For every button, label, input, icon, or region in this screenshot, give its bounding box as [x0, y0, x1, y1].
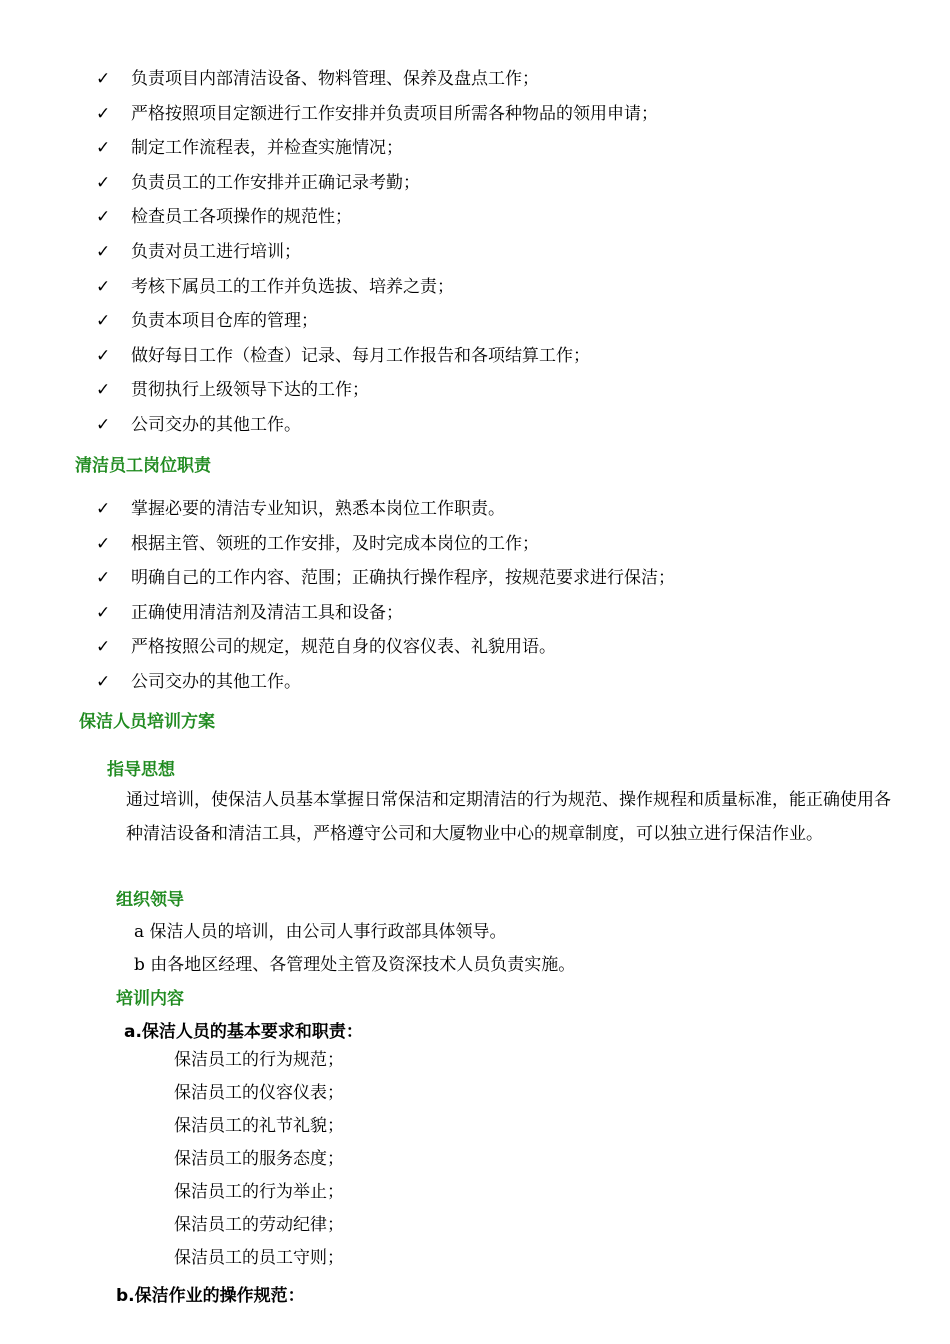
checkmark-icon: ✓	[96, 69, 111, 89]
list-item: 保洁员工的礼节礼貌；	[174, 1116, 344, 1136]
list-item: ✓ 明确自己的工作内容、范围；正确执行操作程序，按规范要求进行保洁；	[96, 561, 675, 596]
supervisor-duty-list	[96, 62, 658, 443]
checkmark-icon: ✓	[96, 671, 111, 692]
staff-duties-heading: 清洁员工岗位职责	[75, 456, 211, 476]
training-plan-heading: 保洁人员培训方案	[79, 712, 215, 732]
checkmark-icon: ✓	[96, 207, 111, 228]
checkmark-icon: ✓	[96, 241, 111, 262]
list-item: ✓ 负责员工的工作安排并正确记录考勤；	[96, 166, 658, 201]
checkmark-icon: ✓	[96, 103, 111, 124]
list-item: ✓ 做好每日工作（检查）记录、每月工作报告和各项结算工作；	[96, 339, 658, 374]
list-item: ✓ 根据主管、领班的工作安排，及时完成本岗位的工作；	[96, 527, 675, 562]
list-item: 保洁员工的仪容仪表；	[174, 1083, 344, 1103]
list-item: ✓ 考核下属员工的工作并负选拔、培养之责；	[96, 270, 658, 305]
list-item: 保洁员工的服务态度；	[174, 1149, 344, 1169]
list-item: 保洁员工的员工守则；	[174, 1248, 344, 1268]
checkmark-icon: ✓	[96, 172, 111, 193]
list-item: 保洁员工的行为举止；	[174, 1182, 344, 1202]
list-item: ✓ 负责项目内部清洁设备、物料管理、保养及盘点工作；	[96, 62, 658, 97]
list-item: 保洁员工的行为规范；	[174, 1050, 344, 1070]
list-item: ✓ 检查员工各项操作的规范性；	[96, 200, 658, 235]
organization-line-a: a 保洁人员的培训，由公司人事行政部具体领导。	[134, 922, 507, 942]
basic-requirements-list	[174, 1044, 344, 1275]
list-item: ✓ 掌握必要的清洁专业知识，熟悉本岗位工作职责。	[96, 492, 675, 527]
staff-duty-list	[96, 492, 675, 700]
content-part-b-title: b.保洁作业的操作规范：	[116, 1286, 305, 1306]
organization-heading: 组织领导	[116, 890, 184, 910]
checkmark-icon: ✓	[96, 345, 111, 366]
checkmark-icon: ✓	[96, 138, 111, 159]
list-item: ✓ 贯彻执行上级领导下达的工作；	[96, 373, 658, 408]
checkmark-icon: ✓	[96, 499, 111, 519]
checkmark-icon: ✓	[96, 533, 111, 554]
content-heading: 培训内容	[116, 989, 184, 1009]
checkmark-icon: ✓	[96, 414, 111, 435]
list-item: ✓ 负责本项目仓库的管理；	[96, 304, 658, 339]
list-item: 保洁员工的劳动纪律；	[174, 1215, 344, 1235]
checkmark-icon: ✓	[96, 602, 111, 623]
checkmark-icon: ✓	[96, 311, 111, 332]
list-item: ✓ 严格按照项目定额进行工作安排并负责项目所需各种物品的领用申请；	[96, 97, 658, 132]
checkmark-icon: ✓	[96, 380, 111, 401]
checkmark-icon: ✓	[96, 276, 111, 297]
checkmark-icon: ✓	[96, 568, 111, 589]
list-item: ✓ 正确使用清洁剂及清洁工具和设备；	[96, 596, 675, 631]
list-item: ✓ 严格按照公司的规定，规范自身的仪容仪表、礼貌用语。	[96, 630, 675, 665]
list-item: ✓ 公司交办的其他工作。	[96, 665, 675, 700]
list-item: ✓ 公司交办的其他工作。	[96, 408, 658, 443]
content-part-a-title: a.保洁人员的基本要求和职责：	[124, 1022, 363, 1042]
list-item: ✓ 负责对员工进行培训；	[96, 235, 658, 270]
list-item: ✓ 制定工作流程表，并检查实施情况；	[96, 131, 658, 166]
organization-line-b: b 由各地区经理、各管理处主管及资深技术人员负责实施。	[134, 955, 576, 975]
guiding-heading: 指导思想	[107, 760, 175, 780]
guiding-paragraph: 通过培训，使保洁人员基本掌握日常保洁和定期清洁的行为规范、操作规程和质量标准，能正确使用各种清洁设备和清洁工具，严格遵守公司和大厦物业中心的规章制度，可以独立进行保洁作业。	[126, 790, 891, 844]
checkmark-icon: ✓	[96, 637, 111, 658]
